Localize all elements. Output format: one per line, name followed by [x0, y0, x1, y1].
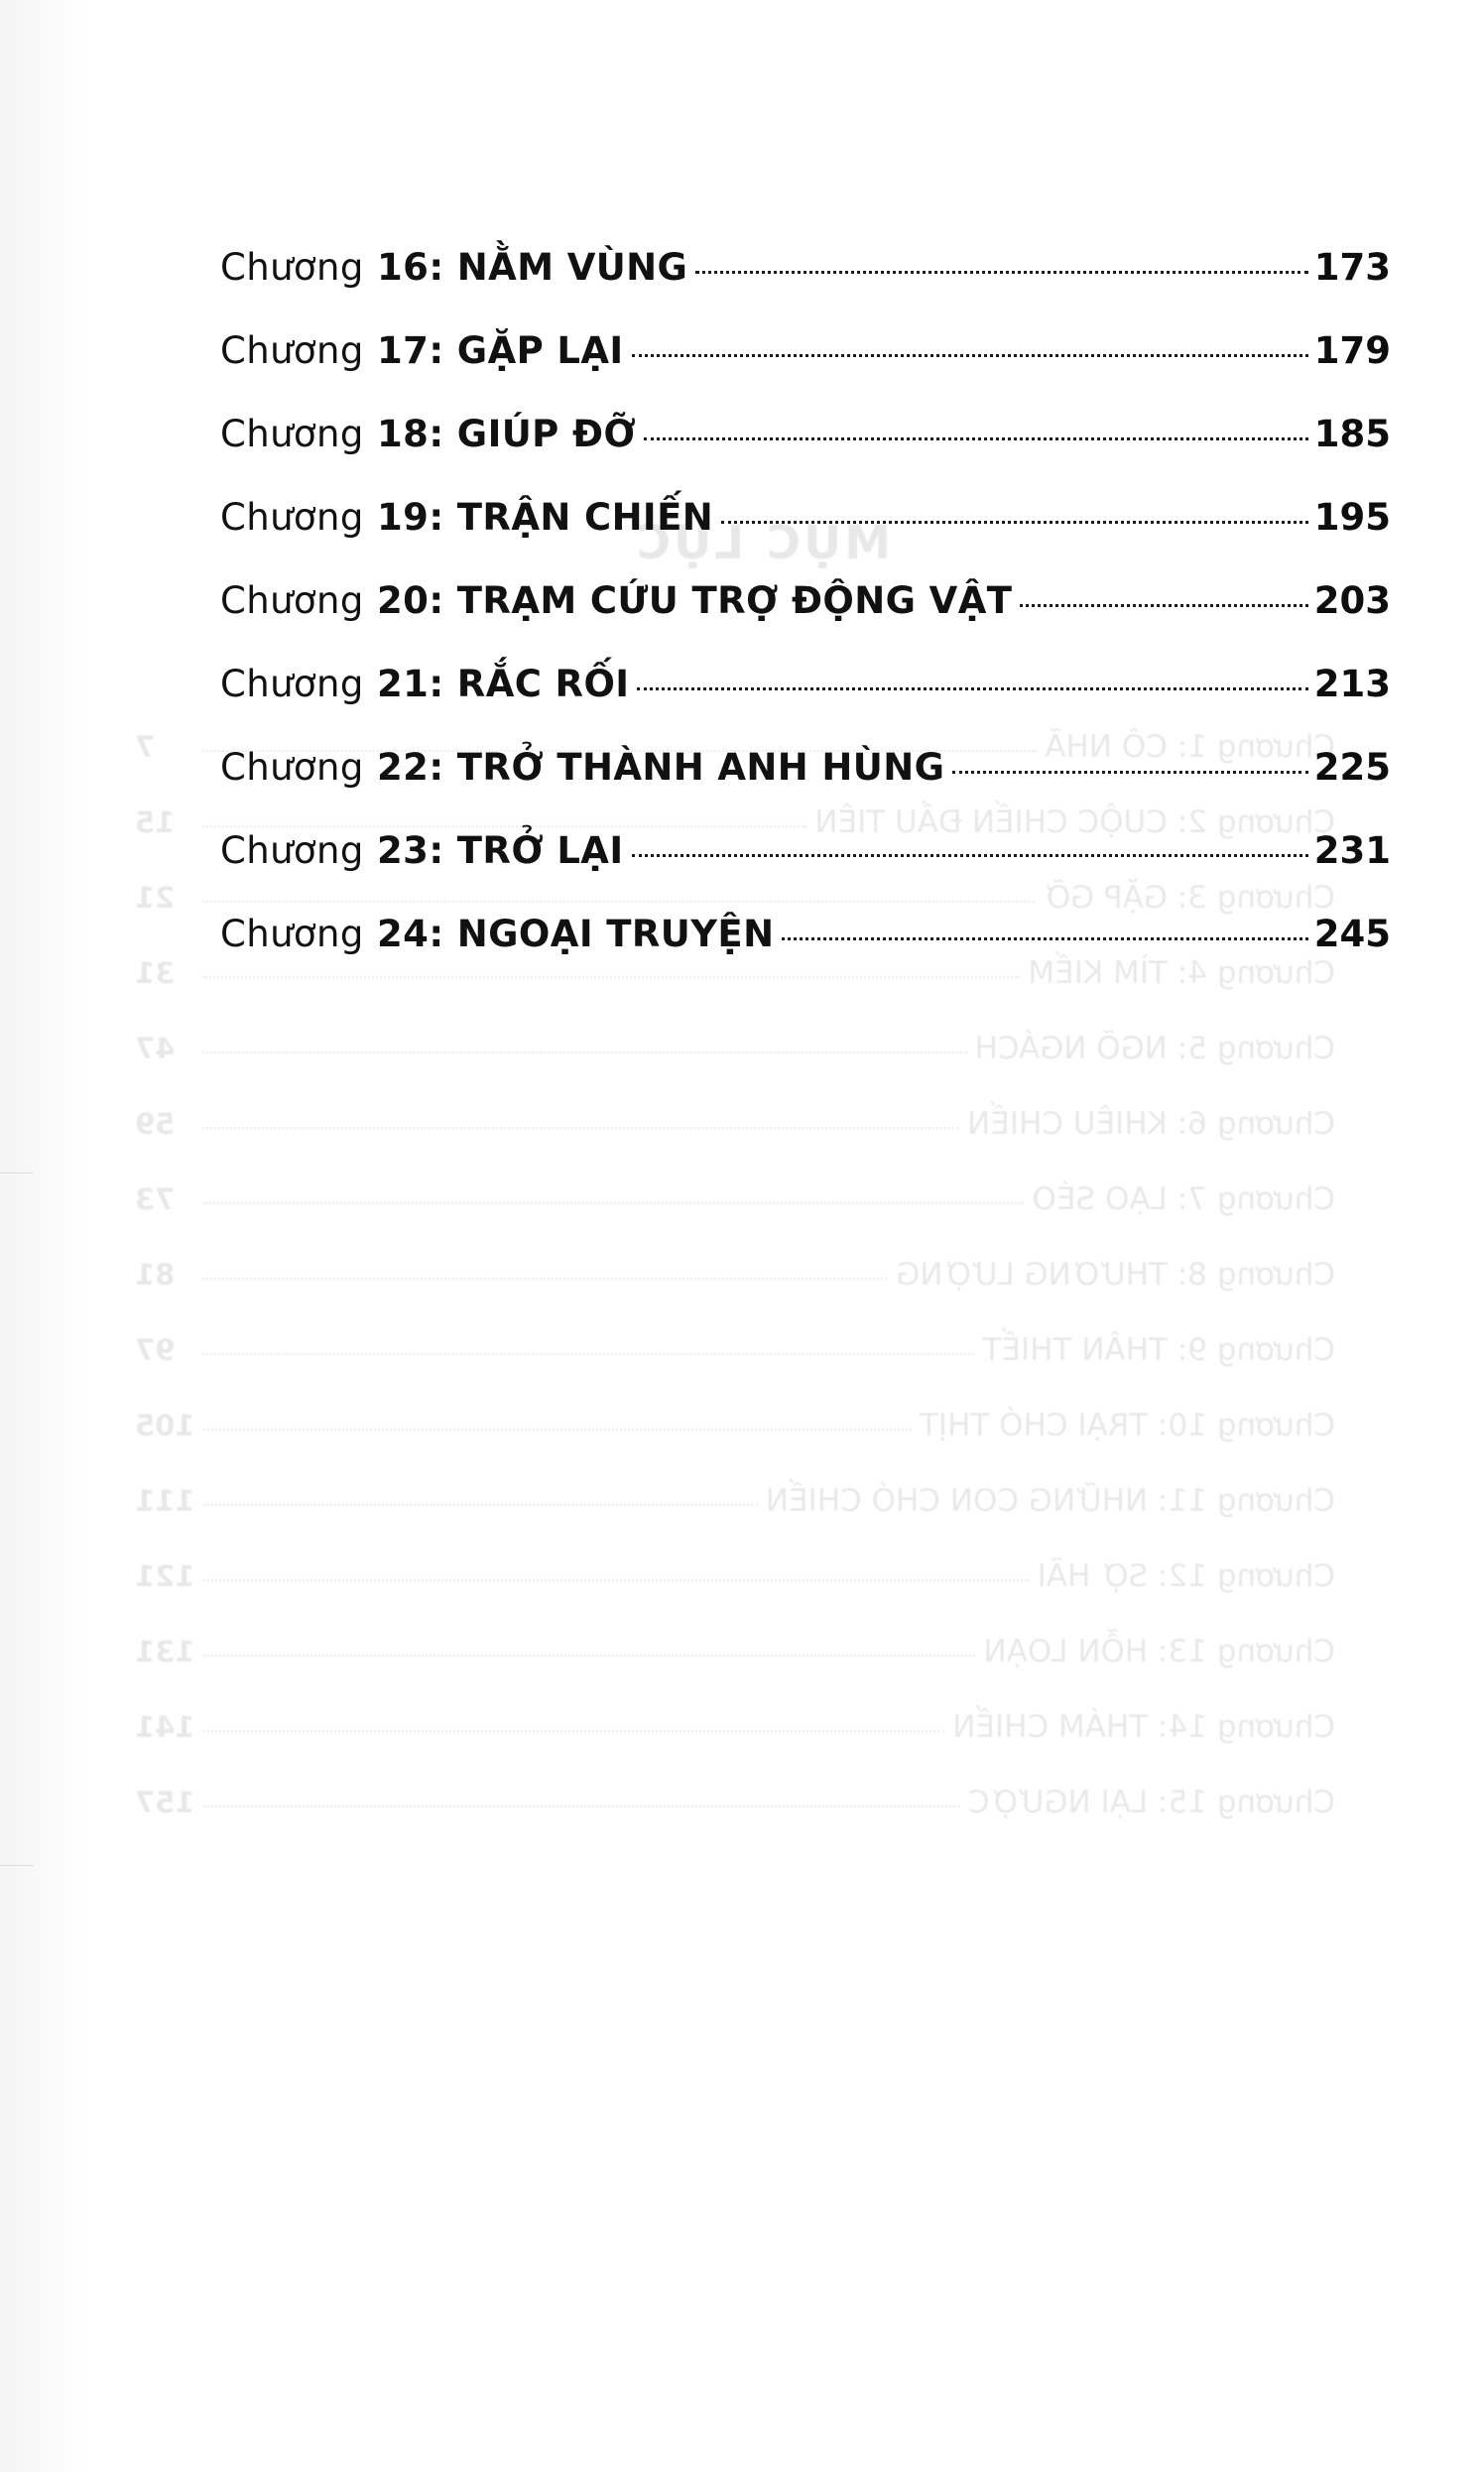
toc-dot-leader: [637, 678, 1307, 690]
toc-entry-22[interactable]: [220, 746, 1391, 789]
toc-chapter-number: 23: [377, 829, 430, 872]
show-through-dot-leader: [202, 1194, 1024, 1204]
toc-page-number: 231: [1313, 829, 1391, 872]
show-through-page: 73: [135, 1182, 176, 1216]
show-through-title: MỤC LỤC: [633, 516, 891, 570]
toc-dot-leader: [952, 761, 1307, 774]
toc-chapter-number: 21: [377, 663, 430, 705]
toc-dot-leader: [644, 428, 1308, 440]
toc-dot-leader: [1020, 594, 1307, 607]
toc-entry-label: Chương 16: NẰM VÙNG: [220, 246, 688, 289]
toc-entry-19[interactable]: [220, 496, 1391, 539]
table-of-contents: [220, 246, 1391, 996]
toc-dot-leader: [721, 511, 1308, 524]
show-through-label: Chương 3: GẶP GỠ: [1042, 880, 1335, 916]
toc-dot-leader: [632, 844, 1308, 857]
show-through-label: Chương 2: CUỘC CHIẾN ĐẦU TIÊN: [814, 804, 1335, 840]
page-edge-line: [0, 1865, 34, 1866]
toc-page-number: 203: [1313, 579, 1391, 622]
show-through-dot-leader: [203, 1496, 758, 1506]
show-through-page: 97: [135, 1333, 176, 1367]
show-through-label: Chương 13: HỖN LOẠN: [983, 1634, 1335, 1669]
toc-chapter-word: Chương: [220, 746, 364, 789]
toc-chapter-number: 19: [377, 496, 430, 539]
toc-page-number: 245: [1313, 913, 1391, 955]
show-through-dot-leader: [203, 1571, 1030, 1581]
show-through-label: Chương 12: SỢ HÃI: [1037, 1558, 1335, 1594]
toc-entry-24[interactable]: [220, 913, 1391, 955]
show-through-page: 105: [135, 1409, 195, 1442]
show-through-page: 15: [135, 805, 176, 839]
page-edge-line: [0, 1173, 34, 1174]
show-through-row: [135, 1031, 1335, 1066]
toc-chapter-title: NGOẠI TRUYỆN: [456, 913, 775, 955]
toc-dot-leader: [695, 261, 1307, 274]
toc-page-number: 213: [1313, 663, 1391, 705]
show-through-page: 59: [135, 1107, 176, 1141]
toc-chapter-word: Chương: [220, 829, 364, 872]
show-through-label: Chương 14: THÁM CHIẾN: [952, 1709, 1335, 1745]
show-through-label: Chương 7: LẠO SÉO: [1032, 1181, 1335, 1217]
show-through-page: 141: [135, 1710, 195, 1744]
show-through-label: Chương 8: THƯƠNG LƯỢNG: [896, 1257, 1335, 1293]
show-through-page: 157: [135, 1786, 195, 1819]
show-through-label: Chương 1: CÔ NHÃ: [1045, 729, 1335, 765]
show-through-row: [135, 1257, 1335, 1293]
toc-entry-17[interactable]: [220, 329, 1391, 372]
show-through-dot-leader: [202, 1044, 967, 1053]
toc-chapter-number: 22: [377, 746, 430, 789]
show-through-row: [135, 1634, 1335, 1669]
show-through-dot-leader: [203, 1797, 960, 1807]
toc-page-number: 225: [1313, 746, 1391, 789]
toc-page-number: 179: [1313, 329, 1391, 372]
toc-chapter-title: GẶP LẠI: [456, 329, 624, 372]
show-through-row: [135, 1483, 1335, 1519]
toc-chapter-title: NẰM VÙNG: [456, 246, 688, 289]
toc-chapter-word: Chương: [220, 246, 364, 289]
toc-chapter-word: Chương: [220, 413, 364, 455]
show-through-page: 31: [135, 956, 176, 990]
toc-entry-label: Chương 20: TRẠM CỨU TRỢ ĐỘNG VẬT: [220, 579, 1013, 622]
toc-chapter-number: 20: [377, 579, 430, 622]
toc-dot-leader: [782, 927, 1307, 940]
toc-chapter-number: 17: [377, 329, 430, 372]
toc-entry-16[interactable]: [220, 246, 1391, 289]
toc-entry-label: Chương 17: GẶP LẠI: [220, 329, 624, 372]
show-through-row: [135, 1332, 1335, 1368]
show-through-row: [135, 1785, 1335, 1820]
show-through-page: 111: [135, 1484, 195, 1518]
toc-chapter-word: Chương: [220, 579, 364, 622]
toc-chapter-title: TRỞ LẠI: [456, 829, 624, 872]
toc-entry-20[interactable]: [220, 579, 1391, 622]
toc-entry-label: Chương 21: RẮC RỐI: [220, 663, 630, 705]
show-through-dot-leader: [203, 1647, 976, 1657]
toc-entry-21[interactable]: [220, 663, 1391, 705]
show-through-label: Chương 4: TÌM KIẾM: [1028, 955, 1335, 991]
toc-chapter-title: TRẬN CHIẾN: [456, 496, 714, 539]
show-through-label: Chương 9: THÂN THIẾT: [982, 1332, 1335, 1368]
toc-chapter-number: 18: [377, 413, 430, 455]
show-through-row: [135, 1709, 1335, 1745]
toc-entry-label: Chương 24: NGOẠI TRUYỆN: [220, 913, 775, 955]
show-through-row: [135, 1408, 1335, 1443]
toc-entry-label: Chương 23: TRỞ LẠI: [220, 829, 624, 872]
toc-chapter-title: TRỞ THÀNH ANH HÙNG: [456, 746, 945, 789]
toc-entry-label: Chương 18: GIÚP ĐỠ: [220, 413, 637, 455]
toc-entry-23[interactable]: [220, 829, 1391, 872]
show-through-page: 131: [135, 1635, 195, 1669]
toc-chapter-title: GIÚP ĐỠ: [456, 413, 637, 455]
toc-chapter-word: Chương: [220, 663, 364, 705]
toc-chapter-title: RẮC RỐI: [456, 663, 630, 705]
toc-page-number: 185: [1313, 413, 1391, 455]
show-through-label: Chương 15: LẠI NGƯỢC: [967, 1785, 1335, 1820]
show-through-dot-leader: [203, 1722, 945, 1732]
show-through-dot-leader: [202, 1345, 974, 1355]
show-through-row: [135, 1181, 1335, 1217]
show-through-dot-leader: [202, 1119, 959, 1129]
toc-chapter-word: Chương: [220, 913, 364, 955]
toc-chapter-title: TRẠM CỨU TRỢ ĐỘNG VẬT: [456, 579, 1013, 622]
show-through-page: 7: [135, 730, 156, 764]
toc-chapter-number: 16: [377, 246, 430, 289]
toc-entry-18[interactable]: [220, 413, 1391, 455]
show-through-page: 21: [135, 881, 176, 915]
toc-page-number: 173: [1313, 246, 1391, 289]
show-through-row: [135, 1558, 1335, 1594]
show-through-page: 81: [135, 1258, 176, 1292]
toc-entry-label: Chương 19: TRẬN CHIẾN: [220, 496, 714, 539]
show-through-dot-leader: [202, 1270, 888, 1280]
show-through-dot-leader: [203, 1421, 912, 1430]
toc-page-number: 195: [1313, 496, 1391, 539]
show-through-label: Chương 10: TRẠI CHÓ THỊT: [919, 1408, 1335, 1443]
show-through-label: Chương 6: KHIÊU CHIẾN: [967, 1106, 1335, 1142]
show-through-page: 47: [135, 1032, 176, 1065]
toc-entry-label: Chương 22: TRỞ THÀNH ANH HÙNG: [220, 746, 945, 789]
show-through-label: Chương 5: NGÕ NGÁCH: [974, 1031, 1335, 1066]
toc-chapter-word: Chương: [220, 496, 364, 539]
show-through-page: 121: [135, 1559, 195, 1593]
toc-dot-leader: [632, 344, 1308, 357]
toc-chapter-word: Chương: [220, 329, 364, 372]
show-through-label: Chương 11: NHỮNG CON CHÓ CHIẾN: [765, 1483, 1335, 1519]
show-through-row: [135, 1106, 1335, 1142]
toc-chapter-number: 24: [377, 913, 430, 955]
page-gutter-shading: [0, 0, 89, 2472]
